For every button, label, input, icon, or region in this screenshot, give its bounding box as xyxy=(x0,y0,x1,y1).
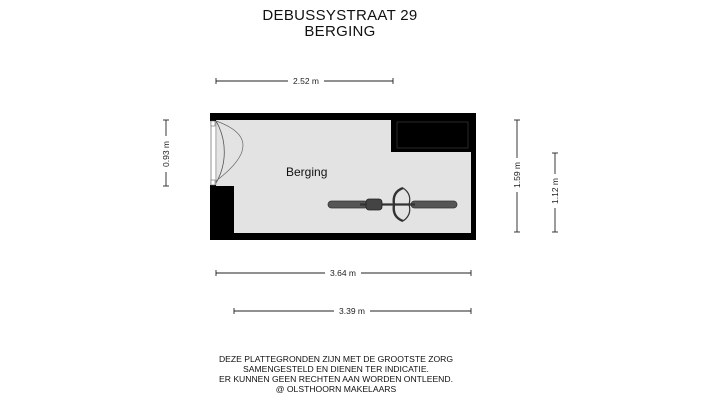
wall-block-bottom-left xyxy=(211,186,234,233)
disclaimer-line-3: ER KUNNEN GEEN RECHTEN AAN WORDEN ONTLEEND. xyxy=(219,374,453,384)
disclaimer xyxy=(0,354,672,394)
dimension-right-inner-height-label: 1.59 m xyxy=(512,162,522,188)
address-title: DEBUSSYSTRAAT 29 xyxy=(262,7,418,24)
dimension-left-height-label: 0.93 m xyxy=(161,141,171,167)
wall-block-top-right xyxy=(391,120,471,152)
disclaimer-line-1: DEZE PLATTEGRONDEN ZIJN MET DE GROOTSTE ZORG xyxy=(218,354,454,364)
dimension-right-outer-height-label: 1.12 m xyxy=(550,178,560,204)
dimension-bottom-inner-width-label: 3.39 m xyxy=(339,306,365,316)
room-title: BERGING xyxy=(304,23,376,40)
room-label: Berging xyxy=(286,165,328,179)
dimension-bottom-outer-width-label: 3.64 m xyxy=(330,268,356,278)
disclaimer-line-4: @ OLSTHOORN MAKELAARS xyxy=(275,384,397,394)
disclaimer-line-2: SAMENGESTELD EN DIENEN TER INDICATIE. xyxy=(243,364,429,374)
dimension-top-width-label: 2.52 m xyxy=(293,76,319,86)
